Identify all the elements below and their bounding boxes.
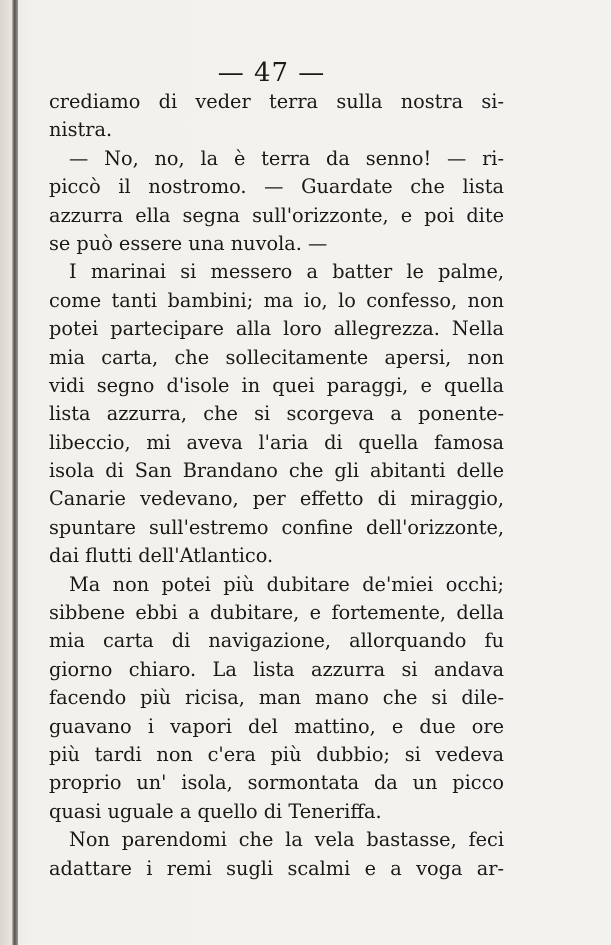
text-line: guavano i vapori del mattino, e due ore — [49, 714, 504, 738]
text-line: Ma non potei più dubitare de'miei occhi; — [69, 572, 504, 596]
text-line: — No, no, la è terra da senno! — ri- — [69, 146, 504, 170]
text-line: azzurra ella segna sull'orizzonte, e poi dite — [49, 203, 504, 227]
text-line: facendo più ricisa, man mano che si dile- — [49, 686, 504, 710]
page-number: — 47 — — [217, 58, 326, 88]
text-line: come tanti bambini; ma io, lo confesso, non — [49, 288, 504, 312]
text-line: nistra. — [49, 118, 113, 142]
text-line: libeccio, mi aveva l'aria di quella famosa — [49, 430, 504, 454]
text-line: potei partecipare alla loro allegrezza. Nella — [49, 317, 504, 341]
text-line: spuntare sull'estremo confine dell'orizzonte, — [49, 515, 504, 539]
text-line: piccò il nostromo. — Guardate che lista — [49, 175, 504, 199]
text-line: isola di San Brandano che gli abitanti delle — [49, 459, 504, 483]
text-line: vidi segno d'isole in quei paraggi, e quella — [49, 373, 504, 397]
text-line: Canarie vedevano, per effetto di miraggio, — [49, 487, 504, 511]
text-line: sibbene ebbi a dubitare, e fortemente, della — [49, 601, 504, 625]
text-line: lista azzurra, che si scorgeva a ponente- — [49, 402, 504, 426]
text-line: adattare i remi sugli scalmi e a voga ar- — [49, 856, 504, 880]
binding-gutter — [12, 0, 18, 945]
text-line: più tardi non c'era più dubbio; si vedeva — [49, 742, 504, 766]
text-line: se può essere una nuvola. — — [49, 231, 328, 255]
text-line: mia carta, che sollecitamente apersi, non — [49, 345, 504, 369]
text-line: mia carta di navigazione, allorquando fu — [49, 629, 504, 653]
text-line: quasi uguale a quello di Teneriffa. — [49, 799, 382, 823]
text-line: dai flutti dell'Atlantico. — [49, 544, 274, 568]
text-line: crediamo di veder terra sulla nostra si- — [49, 90, 504, 113]
text-line: I marinai si messero a batter le palme, — [69, 260, 504, 284]
text-line: proprio un' isola, sormontata da un picco — [49, 771, 504, 795]
body-text — [49, 88, 504, 883]
text-line: giorno chiaro. La lista azzurra si andava — [49, 657, 504, 681]
text-line: Non parendomi che la vela bastasse, feci — [69, 828, 504, 852]
